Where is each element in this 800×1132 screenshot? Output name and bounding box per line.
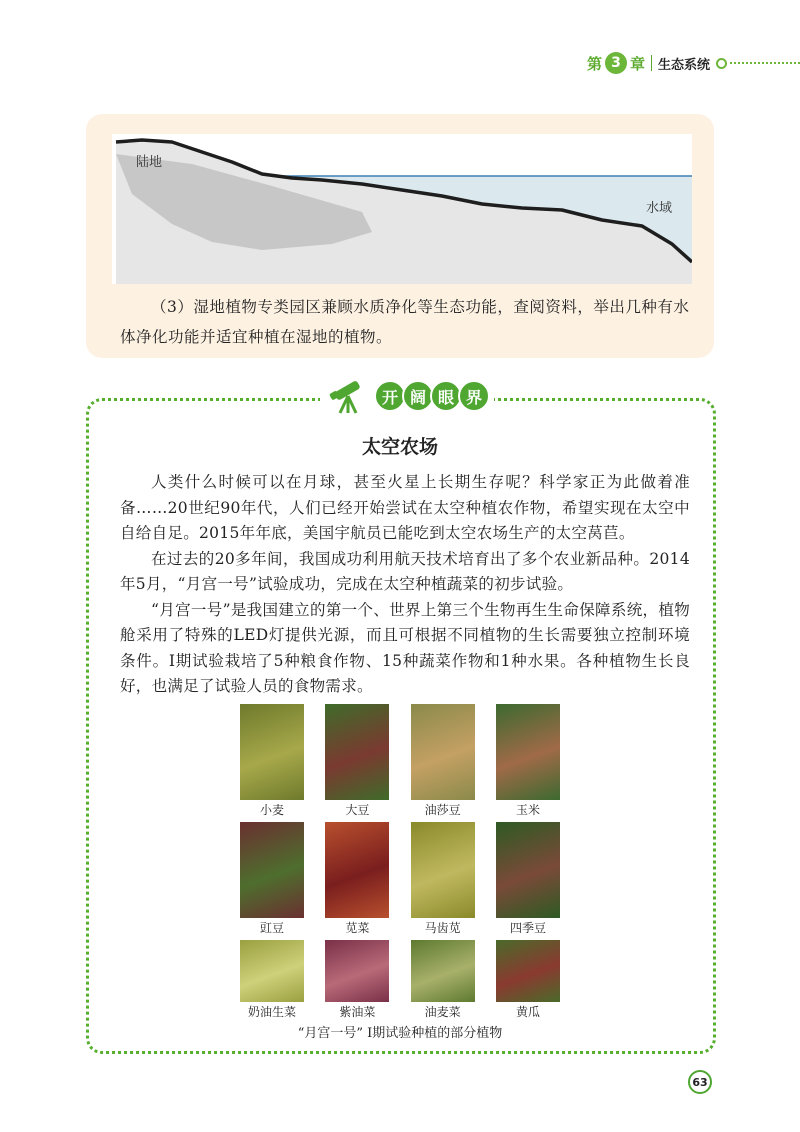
badge-char: 界 — [458, 380, 490, 412]
photo-caption: 四季豆 — [509, 921, 546, 935]
wetland-profile-svg — [112, 134, 692, 284]
photo-caption: 奶油生菜 — [247, 1005, 296, 1019]
photo-cell — [411, 704, 475, 822]
section-title: 生态系统 — [657, 57, 710, 73]
photo-cell — [496, 940, 560, 1024]
land-label: 陆地 — [136, 155, 163, 170]
header-divider — [651, 55, 652, 71]
photo-caption: 紫油菜 — [339, 1005, 376, 1019]
photo-caption: 小麦 — [259, 803, 284, 817]
photo-cell — [496, 704, 560, 822]
badge-char: 阔 — [402, 380, 434, 412]
plant-photo — [496, 704, 560, 800]
photo-caption: 油麦菜 — [424, 1005, 461, 1019]
photo-row — [240, 822, 560, 940]
photo-cell — [496, 822, 560, 940]
question-3: （3）湿地植物专类园区兼顾水质净化等生态功能，查阅资料，举出几种有水体净化功能并适宜种植在湿地的植物。 — [120, 298, 690, 346]
plant-photo — [240, 704, 304, 800]
photo-caption: 苋菜 — [345, 921, 370, 935]
badge-char: 开 — [374, 380, 406, 412]
photo-cell — [240, 940, 304, 1024]
plant-photo — [411, 704, 475, 800]
photo-row — [240, 940, 560, 1024]
photo-cell — [411, 940, 475, 1024]
header-dotted-line — [716, 58, 800, 69]
article-title: 太空农场 — [361, 436, 438, 458]
photo-caption: 玉米 — [515, 803, 540, 817]
ring-icon — [716, 58, 727, 69]
plant-photo — [411, 822, 475, 918]
broaden-horizon-badge — [320, 376, 494, 416]
plant-photo — [240, 940, 304, 1002]
plant-photo — [411, 940, 475, 1002]
badge-label — [374, 380, 486, 412]
chapter-number-badge: 3 — [605, 52, 627, 74]
figure-caption: “月宫一号” Ⅰ期试验种植的部分植物 — [297, 1026, 503, 1041]
photo-cell — [325, 704, 389, 822]
wetland-profile-diagram — [112, 134, 692, 284]
plant-photo — [240, 822, 304, 918]
chapter-header — [587, 52, 800, 74]
plant-photo — [325, 822, 389, 918]
badge-char: 眼 — [430, 380, 462, 412]
water-label: 水域 — [646, 201, 673, 216]
photo-caption: 油莎豆 — [424, 803, 461, 817]
activity-box — [86, 114, 714, 358]
photo-caption: 马齿苋 — [424, 921, 461, 935]
photo-cell — [240, 704, 304, 822]
paragraph: 人类什么时候可以在月球，甚至火星上长期生存呢？科学家正为此做着准备……20世纪90年代，人们已经开始尝试在太空种植农作物，希望实现在太空中自给自足。2015年年底，美国宇航员已能吃到太空农场生产的太空莴苣。 — [120, 473, 690, 542]
photo-cell — [325, 940, 389, 1024]
paragraph: “月宫一号”是我国建立的第一个、世界上第三个生物再生生命保障系统，植物舱采用了特殊的LED灯提供光源，而且可根据不同植物的生长需要独立控制环境条件。Ⅰ期试验栽培了5种粮食作物、15种蔬菜作物和1种水果。各种植物生长良好，也满足了试验人员的食物需求。 — [120, 600, 690, 695]
paragraph: 在过去的20多年间，我国成功利用航天技术培育出了多个农业新品种。2014年5月，“月宫一号”试验成功，完成在太空种植蔬菜的初步试验。 — [120, 549, 690, 593]
photo-caption: 豇豆 — [259, 921, 284, 935]
plant-photo — [325, 704, 389, 800]
plant-photo — [325, 940, 389, 1002]
photo-caption: 黄瓜 — [515, 1005, 540, 1019]
photo-cell — [240, 822, 304, 940]
chapter-prefix: 第 — [586, 54, 602, 73]
article-body — [120, 470, 690, 700]
plant-photo — [496, 822, 560, 918]
photo-cell — [325, 822, 389, 940]
plant-photo-grid — [240, 704, 560, 1024]
chapter-suffix: 章 — [629, 54, 645, 73]
page-number: 63 — [688, 1070, 712, 1094]
photo-cell — [411, 822, 475, 940]
photo-caption: 大豆 — [345, 803, 370, 817]
telescope-icon — [328, 376, 368, 416]
plant-photo — [496, 940, 560, 1002]
photo-row — [240, 704, 560, 822]
